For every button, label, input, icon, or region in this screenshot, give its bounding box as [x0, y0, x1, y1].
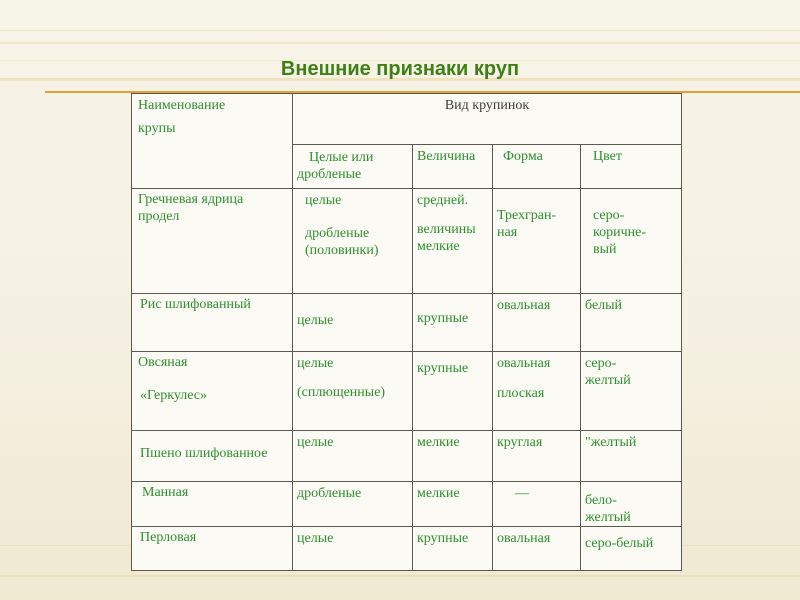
row-name: Рис шлифованный [140, 297, 251, 312]
kind-line: дробленые (половинки) [305, 226, 379, 258]
bg-stripe [0, 575, 800, 577]
kind-line: целые [297, 531, 334, 546]
header-name-line: крупы [138, 121, 176, 136]
table-row [132, 294, 682, 352]
subheader-shape-cell [493, 145, 581, 189]
cell-kind [293, 352, 413, 431]
cell-shape [493, 189, 581, 294]
bg-stripe [0, 30, 800, 31]
header-group-cell [293, 94, 682, 145]
table-row [132, 189, 682, 294]
cell-name [132, 189, 293, 294]
cell-name [132, 431, 293, 482]
shape-value: Трехгран-ная [497, 208, 557, 240]
color-value: серо-белый [585, 536, 654, 551]
size-line: крупные [417, 531, 469, 546]
row-name: Манная [142, 485, 189, 500]
kind-line: целые [305, 193, 342, 208]
color-value: серо-желтый [585, 356, 631, 388]
table-row [132, 482, 682, 527]
cell-shape [493, 294, 581, 352]
size-line: средней. [417, 193, 469, 208]
table-header-row [132, 94, 682, 145]
subheader-color-label: Цвет [593, 149, 622, 164]
header-group-label: Вид крупинок [444, 98, 530, 113]
subheader-size-cell [413, 145, 493, 189]
cell-kind [293, 482, 413, 527]
table-row [132, 431, 682, 482]
color-value: белый [585, 298, 623, 313]
cell-color [581, 527, 682, 571]
shape-line: плоская [497, 386, 545, 401]
cell-name [132, 352, 293, 431]
cell-kind [293, 294, 413, 352]
header-name-line: Наименование [138, 98, 226, 113]
cell-size [413, 352, 493, 431]
cell-kind [293, 189, 413, 294]
cell-color [581, 482, 682, 527]
cell-size [413, 189, 493, 294]
row-name: Гречневая ядрица продел [138, 192, 244, 224]
size-line: крупные [417, 361, 469, 376]
cell-size [413, 482, 493, 527]
row-name: Перловая [140, 530, 197, 545]
cell-kind [293, 527, 413, 571]
subheader-shape-label: Форма [503, 149, 543, 164]
page-title: Внешние признаки круп [280, 58, 520, 80]
subheader-kind-cell [293, 145, 413, 189]
cell-size [413, 527, 493, 571]
cell-shape [493, 352, 581, 431]
size-line: крупные [417, 311, 469, 326]
shape-value: круглая [497, 435, 543, 450]
cell-name [132, 482, 293, 527]
row-name: Пшено шлифованное [140, 446, 268, 461]
kind-line: (сплющенные) [297, 385, 386, 400]
row-name-line: Овсяная [138, 355, 188, 370]
kind-line: целые [297, 435, 334, 450]
row-name-line: «Геркулес» [140, 388, 207, 403]
cell-name [132, 294, 293, 352]
cell-shape [493, 431, 581, 482]
bg-stripe [0, 42, 800, 44]
cell-color [581, 352, 682, 431]
subheader-color-cell [581, 145, 682, 189]
kind-line: дробленые [297, 486, 362, 501]
color-value: бело-желтый [585, 493, 631, 525]
shape-value: — [515, 486, 529, 501]
subheader-size-label: Величина [417, 149, 476, 164]
kind-line: целые [297, 313, 334, 328]
size-line: величины мелкие [417, 222, 476, 254]
color-value: "желтый [585, 435, 637, 450]
table-row [132, 352, 682, 431]
grain-features-table [131, 93, 682, 571]
cell-color [581, 294, 682, 352]
cell-shape [493, 482, 581, 527]
cell-shape [493, 527, 581, 571]
shape-value: овальная [497, 298, 551, 313]
shape-line: овальная [497, 356, 551, 371]
cell-kind [293, 431, 413, 482]
size-line: мелкие [417, 486, 460, 501]
size-line: мелкие [417, 435, 460, 450]
cell-name [132, 527, 293, 571]
table-row [132, 527, 682, 571]
subheader-kind-label: Целые или дробленые [297, 150, 374, 182]
cell-size [413, 294, 493, 352]
cell-color [581, 431, 682, 482]
cell-color [581, 189, 682, 294]
color-value: серо-коричне-вый [593, 208, 646, 257]
shape-value: овальная [497, 531, 551, 546]
header-name-cell [132, 94, 293, 189]
kind-line: целые [297, 356, 334, 371]
cell-size [413, 431, 493, 482]
